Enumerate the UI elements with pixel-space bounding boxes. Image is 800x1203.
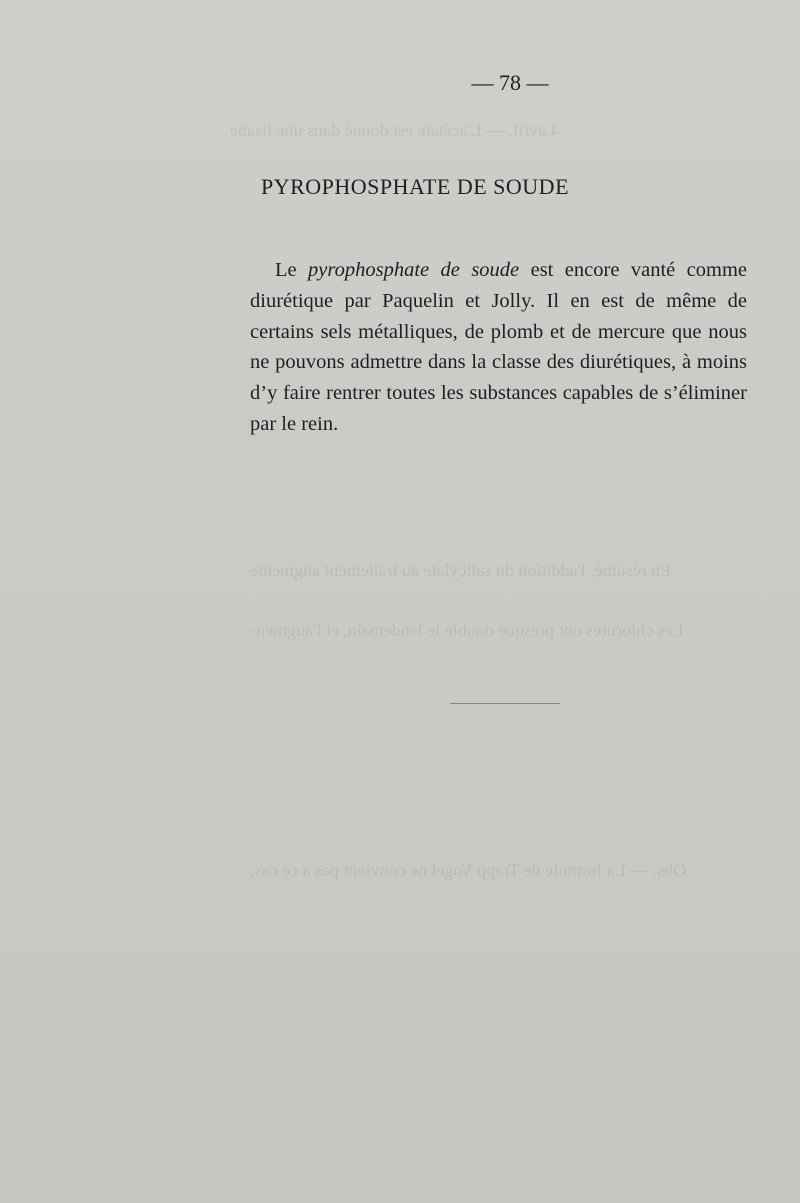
show-through-text: Les chlorures ont presque doublé le lendemain, et l'augmen- xyxy=(250,620,684,640)
section-title: PYROPHOSPHATE DE SOUDE xyxy=(260,174,570,199)
show-through-text: Obs. — La formule de Trapp Vogel ne convient pas à ce cas, xyxy=(250,860,687,880)
paragraph-lead: Le xyxy=(275,259,309,281)
page-number: — 78 — xyxy=(471,70,549,95)
paragraph-rest: est encore vanté comme diurétique par Paquelin et Jolly. Il en est de même de certains sels métalliques, de plomb et de mercure que nous ne pouvons admettre dans la classe des diurétiques, à moins d’y faire rentrer toutes les substances capables de s’éliminer par le rein. xyxy=(250,259,747,435)
italic-term: pyrophosphate de soude xyxy=(308,259,520,281)
show-through-text: En résumé, l'addition du salicylate au traitement augmente xyxy=(250,560,672,580)
show-through-text: 4 avril. — L'acétate est donné dans une tisane xyxy=(230,120,560,140)
body-paragraph xyxy=(250,255,747,440)
separator-rule xyxy=(450,703,560,704)
